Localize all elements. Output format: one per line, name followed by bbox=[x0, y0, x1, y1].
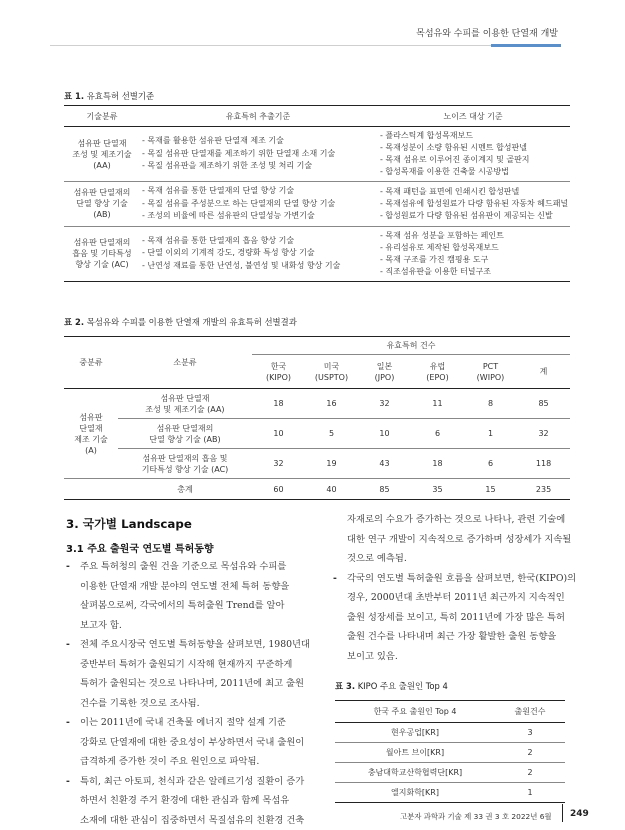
bullet-paragraph bbox=[66, 557, 318, 635]
table-row bbox=[64, 182, 570, 227]
noise-item: - 목재섬유에 합성원료가 다량 함유된 자동차 헤드패널 bbox=[380, 198, 569, 208]
office-name: 한국 bbox=[270, 361, 287, 371]
continuation-paragraph bbox=[333, 510, 577, 569]
table2-cell: 32 bbox=[252, 449, 305, 479]
text-line: 자재로의 수요가 증가하는 것으로 나타나, 관련 기술에 bbox=[347, 514, 566, 525]
noise-item: - 유리섬유로 제작된 합성목재보드 bbox=[380, 242, 499, 252]
text-line: 소재에 대한 관심이 집중하면서 목질섬유의 친환경 건축 bbox=[80, 814, 305, 826]
table2-cell: 43 bbox=[358, 449, 411, 479]
office-code: (KIPO) bbox=[266, 372, 291, 382]
table2-col-mid: 중분류 bbox=[64, 337, 118, 389]
left-column-text bbox=[66, 557, 318, 830]
running-title: 목섬유와 수피를 이용한 단열재 개발 bbox=[416, 29, 558, 39]
text-line: 경우, 2000년대 초반부터 2011년 최근까지 지속적인 bbox=[347, 592, 565, 603]
table2-sub-ac bbox=[118, 449, 252, 479]
table1-caption-label: 표 1. bbox=[64, 91, 85, 101]
table-row bbox=[64, 226, 570, 281]
table2-total-cell: 60 bbox=[273, 484, 284, 494]
table2-cell: 18 bbox=[411, 449, 464, 479]
criteria-item: - 목질 섬유판을 제조하기 위한 조성 및 처리 기술 bbox=[142, 161, 313, 171]
header-accent-bar bbox=[491, 44, 561, 47]
table2-total-cell: 85 bbox=[379, 484, 390, 494]
table-row bbox=[335, 783, 565, 803]
noise-item: - 목재성분이 소량 함유된 시멘트 합성판넬 bbox=[380, 143, 527, 152]
sub-line: 단열 향상 기술 (AB) bbox=[149, 434, 221, 444]
table2-cell: 32 bbox=[517, 419, 570, 449]
table2-cell: 8 bbox=[464, 389, 517, 419]
text-line: 출원 건수를 나타내며 최근 가장 활발한 출원 동향을 bbox=[347, 631, 557, 642]
text-line: 급격하게 증가한 것이 주요 원인으로 파악됨. bbox=[80, 756, 260, 767]
table2-total-cell: 40 bbox=[326, 484, 337, 494]
sub-line: 기타특성 향상 기술 (AC) bbox=[141, 464, 229, 474]
noise-item: - 목재 섬유 성분을 포함하는 페인트 bbox=[380, 230, 504, 240]
table2-caption-text: 목섬유와 수피를 이용한 단열재 개발의 유효특허 선별결과 bbox=[86, 317, 297, 327]
table1-col-criteria: 유효특허 추출기준 bbox=[140, 106, 376, 127]
table2-header-row1 bbox=[64, 337, 570, 355]
criteria-item: - 목재 섬유를 통한 단열재의 흡음 향상 기술 bbox=[142, 235, 295, 245]
category-line: 흡음 및 기타특성 bbox=[72, 249, 132, 258]
noise-item: - 플라스틱계 합성목재보드 bbox=[380, 131, 473, 140]
table2-cell: 5 bbox=[305, 419, 358, 449]
table-row bbox=[64, 419, 570, 449]
table-row bbox=[64, 389, 570, 419]
applicant-count: 1 bbox=[527, 788, 533, 797]
table3-caption bbox=[335, 680, 448, 692]
applicant-name: 충남대학교산학협력단[KR] bbox=[335, 763, 495, 783]
journal-footer: 고분자 과학과 기술 제 33 권 3 호 2022년 6월 bbox=[400, 812, 552, 821]
text-line: 강화로 단열재에 대한 중요성이 부상하면서 국내 출원이 bbox=[80, 736, 305, 748]
text-line: 건수를 기록한 것으로 조사됨. bbox=[80, 697, 200, 709]
table2-total-cell: 35 bbox=[432, 484, 443, 494]
sub-line: 조성 및 제조기술 (AA) bbox=[145, 404, 225, 414]
table2-cell: 10 bbox=[358, 419, 411, 449]
table2-cell: 85 bbox=[517, 389, 570, 419]
category-line: 섬유판 단열재의 bbox=[73, 188, 131, 198]
table2-col-sub: 소분류 bbox=[118, 337, 252, 389]
table2-col-total: 계 bbox=[517, 355, 570, 389]
table2-cell: 6 bbox=[464, 449, 517, 479]
office-name: 유럽 bbox=[429, 361, 446, 371]
page-number: 249 bbox=[570, 809, 589, 819]
table2-caption bbox=[64, 316, 297, 328]
table2-cell: 18 bbox=[252, 389, 305, 419]
table2-col-jpo bbox=[358, 355, 411, 389]
applicant-count: 2 bbox=[495, 763, 565, 783]
table1-noise-ac bbox=[376, 226, 570, 281]
criteria-item: - 단열 이외의 기계적 강도, 경량화 특성 향상 기술 bbox=[142, 248, 315, 258]
text-line: 전체 주요시장국 연도별 특허동향을 살펴보면, 1980년대 bbox=[80, 639, 310, 650]
bullet-paragraph bbox=[66, 772, 318, 830]
text-line: 주요 특허청의 출원 건을 기준으로 목섬유와 수피를 bbox=[80, 561, 287, 572]
text-line: 살펴봄으로써, 각국에서의 특허출원 Trend를 알아 bbox=[80, 600, 285, 611]
table2-total-label: 총계 bbox=[177, 484, 193, 494]
table1-criteria-ac bbox=[140, 226, 376, 281]
text-line: 보이고 있음. bbox=[347, 650, 398, 662]
criteria-item: - 목재 섬유를 통한 단열재의 단열 향상 기술 bbox=[142, 186, 295, 195]
category-line: 조성 및 제조기술 bbox=[72, 149, 132, 159]
bullet-dash: - bbox=[66, 561, 70, 572]
text-line: 이는 2011년에 국내 건축물 에너지 절약 설계 기준 bbox=[80, 717, 287, 728]
criteria-item: - 목질 섬유판 단열재를 제조하기 위한 단열재 소재 기술 bbox=[142, 148, 336, 158]
category-line: 섬유판 단열재의 bbox=[73, 238, 131, 247]
applicant-name: 엘지화학[KR] bbox=[391, 788, 439, 797]
bullet-dash: - bbox=[66, 639, 70, 650]
table1-header-row bbox=[64, 106, 570, 127]
sub-line: 섬유판 단열재 bbox=[160, 393, 210, 403]
text-line: 중반부터 특허가 출원되기 시작해 현재까지 꾸준하게 bbox=[80, 658, 293, 670]
sub-line: 섬유판 단열재의 흡음 및 bbox=[142, 453, 228, 463]
text-line: 특히, 최근 아토피, 천식과 같은 알레르기성 질환이 증가 bbox=[80, 775, 305, 787]
noise-item: - 합성원료가 다량 함유된 섬유판이 제공되는 신발 bbox=[380, 210, 553, 220]
category-line: (AB) bbox=[93, 210, 111, 220]
table2-cell: 11 bbox=[411, 389, 464, 419]
table2-cell: 32 bbox=[358, 389, 411, 419]
table3-caption-label: 표 3. bbox=[335, 681, 356, 691]
table1-col-noise: 노이즈 대상 기준 bbox=[376, 106, 570, 127]
table1-selection-criteria bbox=[64, 105, 570, 282]
applicant-count: 3 bbox=[495, 723, 565, 743]
table-row bbox=[64, 449, 570, 479]
criteria-item: - 조성의 비율에 따른 섬유판의 단열성능 가변기술 bbox=[142, 211, 315, 220]
mid-category-line: 제조 기술 bbox=[74, 434, 108, 444]
text-line: 것으로 예측됨. bbox=[347, 553, 407, 564]
table1-category-ac bbox=[64, 226, 140, 281]
header-divider bbox=[50, 45, 560, 46]
noise-item: - 합성목재를 이용한 건축물 시공방법 bbox=[380, 167, 509, 176]
mid-category-line: 섬유판 bbox=[79, 412, 103, 422]
category-line: 향상 기술 (AC) bbox=[75, 260, 129, 269]
table2-cell: 19 bbox=[305, 449, 358, 479]
category-line: 섬유판 단열재 bbox=[77, 138, 127, 148]
table1-category-aa bbox=[64, 127, 140, 182]
applicant-count: 2 bbox=[495, 743, 565, 763]
table2-sub-ab bbox=[118, 419, 252, 449]
criteria-item: - 목재를 활용한 섬유판 단열재 제조 기술 bbox=[142, 136, 284, 146]
applicant-name: 현우공업[KR] bbox=[335, 723, 495, 743]
criteria-item: - 목질 섬유를 주성분으로 하는 단열재의 단열 향상 기술 bbox=[142, 198, 336, 208]
table2-group-header: 유효특허 건수 bbox=[252, 337, 570, 355]
text-line: 하면서 친환경 주거 환경에 대한 관심과 함께 목섬유 bbox=[80, 795, 290, 806]
noise-item: - 목재 구조를 가진 캠핑용 도구 bbox=[380, 254, 489, 264]
bullet-paragraph bbox=[66, 713, 318, 772]
table1-category-ab bbox=[64, 182, 140, 227]
table1-col-category: 기술분류 bbox=[64, 106, 140, 127]
sub-line: 섬유판 단열재의 bbox=[156, 423, 214, 433]
right-column-text bbox=[333, 510, 577, 666]
section-heading: 3. 국가별 Landscape bbox=[66, 517, 192, 531]
table2-cell: 16 bbox=[305, 389, 358, 419]
office-code: (WIPO) bbox=[476, 372, 505, 382]
bullet-paragraph bbox=[66, 635, 318, 713]
table3-col-applicant: 한국 주요 출원인 Top 4 bbox=[335, 701, 495, 723]
text-line: 출원 성장세를 보이고, 특히 2011년에 가장 많은 특허 bbox=[347, 611, 565, 623]
table3-header-row bbox=[335, 701, 565, 723]
subsection-heading: 3.1 주요 출원국 연도별 특허동향 bbox=[66, 544, 214, 555]
criteria-item: - 난연성 재료를 통한 난연성, 불연성 및 내화성 향상 기술 bbox=[142, 260, 341, 270]
office-code: (USPTO) bbox=[314, 372, 349, 382]
noise-item: - 직조섬유판을 이용한 터널구조 bbox=[380, 266, 491, 276]
bullet-dash: - bbox=[66, 775, 70, 787]
table2-total-cell: 15 bbox=[485, 484, 496, 494]
table2-sub-aa bbox=[118, 389, 252, 419]
mid-category-line: (A) bbox=[85, 445, 97, 455]
table2-caption-label: 표 2. bbox=[64, 317, 85, 327]
table3-caption-text: KIPO 주요 출원인 Top 4 bbox=[357, 681, 448, 691]
table1-caption bbox=[64, 90, 154, 102]
text-line: 보고자 함. bbox=[80, 619, 122, 631]
table1-criteria-aa bbox=[140, 127, 376, 182]
table-row bbox=[64, 127, 570, 182]
table1-noise-aa bbox=[376, 127, 570, 182]
table3-col-count: 출원건수 bbox=[495, 701, 565, 723]
table2-cell: 118 bbox=[517, 449, 570, 479]
bullet-paragraph bbox=[333, 569, 577, 667]
noise-item: - 목재 패턴을 표면에 인쇄시킨 합성판넬 bbox=[380, 186, 520, 196]
table2-cell: 6 bbox=[411, 419, 464, 449]
table2-col-kipo bbox=[252, 355, 305, 389]
table2-cell: 10 bbox=[252, 419, 305, 449]
text-line: 대한 연구 개발이 지속적으로 증가하며 성장세가 지속될 bbox=[347, 533, 572, 545]
noise-item: - 목재 섬유로 이루어진 종이계지 및 골판지 bbox=[380, 155, 530, 164]
category-line: 단열 향상 기술 bbox=[76, 199, 128, 209]
footer-divider bbox=[562, 804, 563, 822]
office-code: (EPO) bbox=[426, 372, 449, 382]
table1-noise-ab bbox=[376, 182, 570, 227]
mid-category-line: 단열재 bbox=[79, 423, 103, 433]
category-line: (AA) bbox=[93, 160, 111, 170]
table2-total-row bbox=[64, 479, 570, 500]
bullet-dash: - bbox=[333, 572, 337, 584]
table2-cell: 1 bbox=[464, 419, 517, 449]
office-name: 미국 bbox=[323, 361, 340, 371]
table2-total-cell: 235 bbox=[535, 484, 552, 494]
office-name: 일본 bbox=[376, 361, 393, 371]
table-row bbox=[335, 723, 565, 743]
text-line: 각국의 연도별 특허출원 흐름을 살펴보면, 한국(KIPO)의 bbox=[347, 572, 577, 584]
table2-col-epo bbox=[411, 355, 464, 389]
table2-col-wipo bbox=[464, 355, 517, 389]
table2-mid-category bbox=[64, 389, 118, 479]
table2-patent-results bbox=[64, 336, 570, 500]
bullet-dash: - bbox=[66, 717, 70, 728]
text-line: 특허가 출원되는 것으로 나타나며, 2011년에 최고 출원 bbox=[80, 678, 304, 689]
table1-caption-text: 유효특허 선별기준 bbox=[86, 91, 155, 101]
table-row bbox=[335, 743, 565, 763]
table1-criteria-ab bbox=[140, 182, 376, 227]
table3-top-applicants bbox=[335, 700, 565, 803]
text-line: 이용한 단열재 개발 분야의 연도별 전체 특허 동향을 bbox=[80, 580, 290, 592]
office-code: (JPO) bbox=[374, 372, 395, 382]
table-row bbox=[335, 763, 565, 783]
applicant-name: 월아트 브이[KR] bbox=[335, 743, 495, 763]
office-name: PCT bbox=[482, 361, 499, 371]
table2-col-uspto bbox=[305, 355, 358, 389]
